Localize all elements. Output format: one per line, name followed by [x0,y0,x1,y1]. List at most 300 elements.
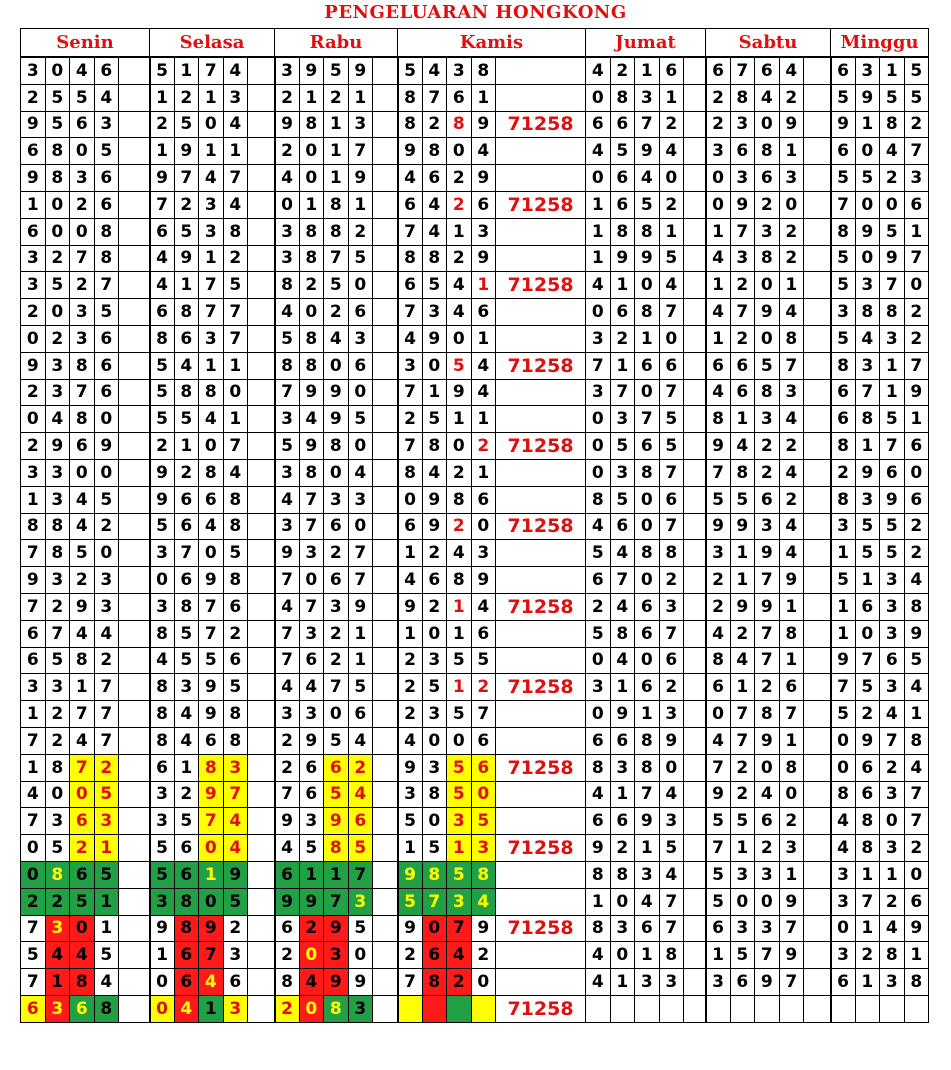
spacer-cell [119,808,150,835]
table-row [21,111,929,138]
digit-cell: 3 [880,969,905,996]
digit-cell: 0 [299,567,324,594]
digit-cell: 4 [635,888,660,915]
digit-cell: 7 [348,138,373,165]
digit-cell: 2 [174,191,199,218]
digit-cell: 5 [831,272,856,299]
digit-cell: 6 [610,727,635,754]
spacer-cell [248,406,275,433]
digit-cell: 5 [447,754,472,781]
spacer-cell [684,995,706,1022]
digit-cell: 1 [471,325,496,352]
digit-cell: 0 [447,433,472,460]
digit-cell: 2 [880,754,905,781]
digit-cell: 5 [45,111,70,138]
digit-cell: 4 [471,888,496,915]
digit-cell: 5 [447,352,472,379]
spacer-cell [804,808,831,835]
digit-cell: 4 [199,406,224,433]
digit-cell: 4 [471,593,496,620]
spacer-cell [119,540,150,567]
kamis-mark-cell [496,57,586,84]
digit-cell: 1 [348,84,373,111]
digit-cell: 5 [174,808,199,835]
digit-cell: 3 [706,969,731,996]
digit-cell: 0 [586,165,611,192]
digit-cell: 8 [174,379,199,406]
digit-cell: 1 [324,165,349,192]
digit-cell [659,995,684,1022]
digit-cell: 6 [831,57,856,84]
digit-cell: 1 [324,861,349,888]
digit-cell: 7 [659,915,684,942]
digit-cell: 5 [730,942,755,969]
digit-cell: 3 [779,835,804,862]
digit-cell: 9 [174,245,199,272]
digit-cell: 2 [447,969,472,996]
spacer-cell [119,567,150,594]
digit-cell: 1 [21,191,46,218]
digit-cell: 6 [199,727,224,754]
digit-cell: 7 [174,165,199,192]
spacer-cell [804,325,831,352]
digit-cell: 6 [174,486,199,513]
digit-cell: 3 [635,969,660,996]
digit-cell: 9 [348,165,373,192]
digit-cell: 2 [855,701,880,728]
spacer-cell [373,379,398,406]
page-title: PENGELUARAN HONGKONG [324,2,627,23]
table-row [21,57,929,84]
digit-cell: 2 [223,245,248,272]
digit-cell: 4 [70,486,95,513]
digit-cell: 6 [755,808,780,835]
digit-cell: 9 [94,433,119,460]
digit-cell: 7 [730,727,755,754]
digit-cell: 4 [275,299,300,326]
digit-cell: 4 [706,727,731,754]
spacer-cell [248,84,275,111]
spacer-cell [248,299,275,326]
digit-cell: 2 [706,111,731,138]
digit-cell: 4 [70,513,95,540]
digit-cell: 5 [398,808,423,835]
spacer-cell [248,138,275,165]
digit-cell: 5 [447,781,472,808]
spacer-cell [373,593,398,620]
digit-cell: 3 [659,969,684,996]
digit-cell: 2 [299,272,324,299]
digit-cell: 0 [586,459,611,486]
digit-cell: 4 [422,191,447,218]
digit-cell: 1 [223,352,248,379]
digit-cell: 8 [635,299,660,326]
digit-cell: 9 [398,138,423,165]
digit-cell: 3 [45,674,70,701]
digit-cell: 9 [422,513,447,540]
digit-cell: 5 [422,272,447,299]
digit-cell: 1 [730,674,755,701]
spacer-cell [373,433,398,460]
digit-cell: 3 [299,808,324,835]
digit-cell: 0 [299,165,324,192]
digit-cell: 6 [275,915,300,942]
spacer-cell [373,299,398,326]
digit-cell: 9 [299,57,324,84]
digit-cell: 3 [635,861,660,888]
digit-cell: 2 [880,165,905,192]
digit-cell: 8 [586,754,611,781]
spacer-cell [373,781,398,808]
digit-cell: 8 [324,433,349,460]
digit-cell: 4 [831,808,856,835]
digit-cell: 7 [21,727,46,754]
digit-cell: 9 [21,165,46,192]
digit-cell: 5 [70,888,95,915]
digit-cell: 8 [150,325,175,352]
digit-cell: 2 [398,701,423,728]
digit-cell: 3 [659,808,684,835]
digit-cell: 3 [706,540,731,567]
digit-cell: 0 [586,299,611,326]
digit-cell: 6 [471,486,496,513]
digit-cell: 5 [275,325,300,352]
digit-cell: 0 [299,299,324,326]
digit-cell: 6 [610,808,635,835]
digit-cell: 6 [610,513,635,540]
spacer-cell [804,245,831,272]
digit-cell: 0 [199,835,224,862]
digit-cell: 6 [324,567,349,594]
digit-cell: 6 [223,969,248,996]
spacer-cell [373,138,398,165]
digit-cell: 6 [904,433,929,460]
digit-cell: 2 [779,218,804,245]
digit-cell: 5 [94,299,119,326]
digit-cell: 3 [659,701,684,728]
table-row [21,835,929,862]
digit-cell: 9 [471,915,496,942]
digit-cell: 4 [586,969,611,996]
digit-cell: 1 [398,620,423,647]
digit-cell: 2 [610,835,635,862]
digit-cell: 7 [880,433,905,460]
spacer-cell [804,138,831,165]
digit-cell: 0 [755,888,780,915]
digit-cell: 4 [199,969,224,996]
digit-cell: 6 [635,352,660,379]
digit-cell: 2 [21,84,46,111]
digit-cell: 5 [348,245,373,272]
digit-cell: 7 [659,299,684,326]
digit-cell: 4 [94,620,119,647]
spacer-cell [684,808,706,835]
digit-cell: 2 [730,754,755,781]
spacer-cell [684,861,706,888]
digit-cell: 2 [447,513,472,540]
digit-cell: 1 [299,191,324,218]
spacer-cell [119,969,150,996]
digit-cell: 7 [706,835,731,862]
digit-cell: 9 [471,111,496,138]
spacer-cell [373,915,398,942]
digit-cell: 9 [348,593,373,620]
digit-cell: 4 [779,406,804,433]
digit-cell: 0 [422,727,447,754]
digit-cell: 5 [348,915,373,942]
digit-cell: 5 [880,84,905,111]
digit-cell: 4 [586,57,611,84]
digit-cell: 8 [471,861,496,888]
digit-cell: 1 [324,138,349,165]
digit-cell: 6 [635,593,660,620]
digit-cell: 8 [730,84,755,111]
digit-cell: 8 [223,727,248,754]
digit-cell: 9 [706,433,731,460]
digit-cell: 5 [70,84,95,111]
digit-cell: 2 [610,325,635,352]
digit-cell: 1 [779,647,804,674]
spacer-cell [804,995,831,1022]
digit-cell: 2 [324,299,349,326]
digit-cell: 9 [855,459,880,486]
digit-cell: 3 [348,888,373,915]
digit-cell: 6 [471,754,496,781]
digit-cell: 8 [831,218,856,245]
results-table [20,28,929,1023]
digit-cell: 9 [610,245,635,272]
digit-cell: 5 [223,540,248,567]
digit-cell: 5 [422,406,447,433]
digit-cell: 2 [70,272,95,299]
digit-cell: 5 [447,861,472,888]
spacer-cell [119,191,150,218]
spacer-cell [684,84,706,111]
spacer-cell [804,888,831,915]
digit-cell: 7 [223,781,248,808]
digit-cell: 4 [70,727,95,754]
digit-cell: 0 [70,781,95,808]
digit-cell: 6 [21,620,46,647]
digit-cell: 8 [398,245,423,272]
digit-cell: 5 [174,620,199,647]
digit-cell: 2 [904,540,929,567]
spacer-cell [119,406,150,433]
digit-cell: 4 [223,57,248,84]
digit-cell: 3 [610,406,635,433]
table-row [21,459,929,486]
spacer-cell [373,57,398,84]
day-header-kamis: Kamis [398,29,586,58]
digit-cell [398,995,423,1022]
spacer-cell [804,727,831,754]
digit-cell: 4 [779,513,804,540]
spacer-cell [248,781,275,808]
spacer-cell [373,942,398,969]
digit-cell: 3 [755,861,780,888]
digit-cell: 6 [904,486,929,513]
digit-cell: 0 [635,513,660,540]
digit-cell: 2 [174,459,199,486]
spacer-cell [119,781,150,808]
table-row [21,191,929,218]
digit-cell: 1 [223,406,248,433]
digit-cell: 5 [831,325,856,352]
digit-cell: 7 [659,379,684,406]
spacer-cell [373,754,398,781]
digit-cell: 9 [904,915,929,942]
digit-cell: 2 [21,379,46,406]
digit-cell: 1 [831,620,856,647]
kamis-mark-cell: 71258 [496,593,586,620]
digit-cell: 1 [174,433,199,460]
digit-cell: 0 [855,138,880,165]
digit-cell: 9 [779,942,804,969]
spacer-cell [684,191,706,218]
digit-cell: 8 [831,781,856,808]
kamis-mark-cell [496,727,586,754]
spacer-cell [804,647,831,674]
spacer-cell [373,701,398,728]
digit-cell: 5 [659,245,684,272]
digit-cell: 2 [174,84,199,111]
digit-cell: 0 [275,191,300,218]
digit-cell: 8 [904,593,929,620]
digit-cell: 1 [635,57,660,84]
digit-cell: 0 [659,325,684,352]
digit-cell: 8 [586,915,611,942]
table-row [21,593,929,620]
spacer-cell [373,272,398,299]
digit-cell: 6 [150,299,175,326]
kamis-mark-cell: 71258 [496,754,586,781]
digit-cell [755,995,780,1022]
digit-cell: 1 [447,835,472,862]
digit-cell: 2 [880,888,905,915]
digit-cell: 5 [706,888,731,915]
digit-cell: 3 [610,459,635,486]
spacer-cell [684,835,706,862]
spacer-cell [119,754,150,781]
digit-cell: 4 [779,540,804,567]
digit-cell: 4 [659,781,684,808]
digit-cell: 1 [174,272,199,299]
digit-cell: 7 [70,754,95,781]
digit-cell: 6 [70,808,95,835]
digit-cell: 2 [398,942,423,969]
digit-cell: 4 [586,138,611,165]
digit-cell: 2 [422,111,447,138]
kamis-mark-cell [496,299,586,326]
digit-cell: 5 [635,191,660,218]
digit-cell: 6 [635,620,660,647]
digit-cell: 3 [730,861,755,888]
digit-cell: 2 [659,674,684,701]
spacer-cell [373,808,398,835]
digit-cell: 1 [94,915,119,942]
digit-cell: 8 [299,111,324,138]
digit-cell: 4 [199,513,224,540]
spacer-cell [684,674,706,701]
digit-cell: 3 [94,808,119,835]
digit-cell: 9 [422,486,447,513]
digit-cell: 8 [422,138,447,165]
digit-cell: 7 [275,620,300,647]
digit-cell: 8 [831,352,856,379]
digit-cell: 2 [779,433,804,460]
spacer-cell [804,513,831,540]
digit-cell: 7 [730,299,755,326]
spacer-cell [804,57,831,84]
digit-cell: 9 [324,406,349,433]
digit-cell: 5 [223,674,248,701]
digit-cell: 2 [755,191,780,218]
table-row [21,647,929,674]
digit-cell: 0 [471,969,496,996]
digit-cell: 0 [471,513,496,540]
digit-cell: 2 [904,299,929,326]
digit-cell: 8 [755,245,780,272]
digit-cell: 1 [422,379,447,406]
kamis-mark-cell [496,620,586,647]
digit-cell: 9 [779,111,804,138]
digit-cell: 4 [348,781,373,808]
digit-cell: 5 [21,942,46,969]
digit-cell: 5 [730,808,755,835]
digit-cell: 9 [398,861,423,888]
digit-cell: 6 [471,299,496,326]
digit-cell: 3 [422,701,447,728]
digit-cell: 5 [880,513,905,540]
digit-cell: 1 [150,138,175,165]
digit-cell: 1 [610,969,635,996]
digit-cell: 7 [422,84,447,111]
digit-cell: 3 [422,754,447,781]
digit-cell: 2 [275,995,300,1022]
spacer-cell [373,727,398,754]
digit-cell: 0 [21,835,46,862]
digit-cell: 9 [755,299,780,326]
digit-cell: 6 [324,513,349,540]
spacer-cell [248,942,275,969]
digit-cell: 8 [422,781,447,808]
digit-cell: 7 [223,165,248,192]
digit-cell: 8 [880,942,905,969]
digit-cell: 1 [904,701,929,728]
digit-cell: 9 [223,861,248,888]
kamis-mark-cell [496,701,586,728]
digit-cell: 6 [831,406,856,433]
digit-cell: 3 [275,459,300,486]
digit-cell: 3 [398,781,423,808]
digit-cell: 1 [299,84,324,111]
digit-cell: 0 [635,647,660,674]
kamis-mark-cell [496,888,586,915]
digit-cell: 2 [94,754,119,781]
table-row [21,379,929,406]
spacer-cell [119,727,150,754]
digit-cell: 1 [447,593,472,620]
kamis-mark-cell [496,969,586,996]
digit-cell: 4 [706,245,731,272]
table-row [21,84,929,111]
table-row [21,808,929,835]
digit-cell: 6 [730,969,755,996]
digit-cell: 9 [324,969,349,996]
digit-cell: 4 [659,272,684,299]
digit-cell: 2 [94,513,119,540]
digit-cell: 5 [855,540,880,567]
